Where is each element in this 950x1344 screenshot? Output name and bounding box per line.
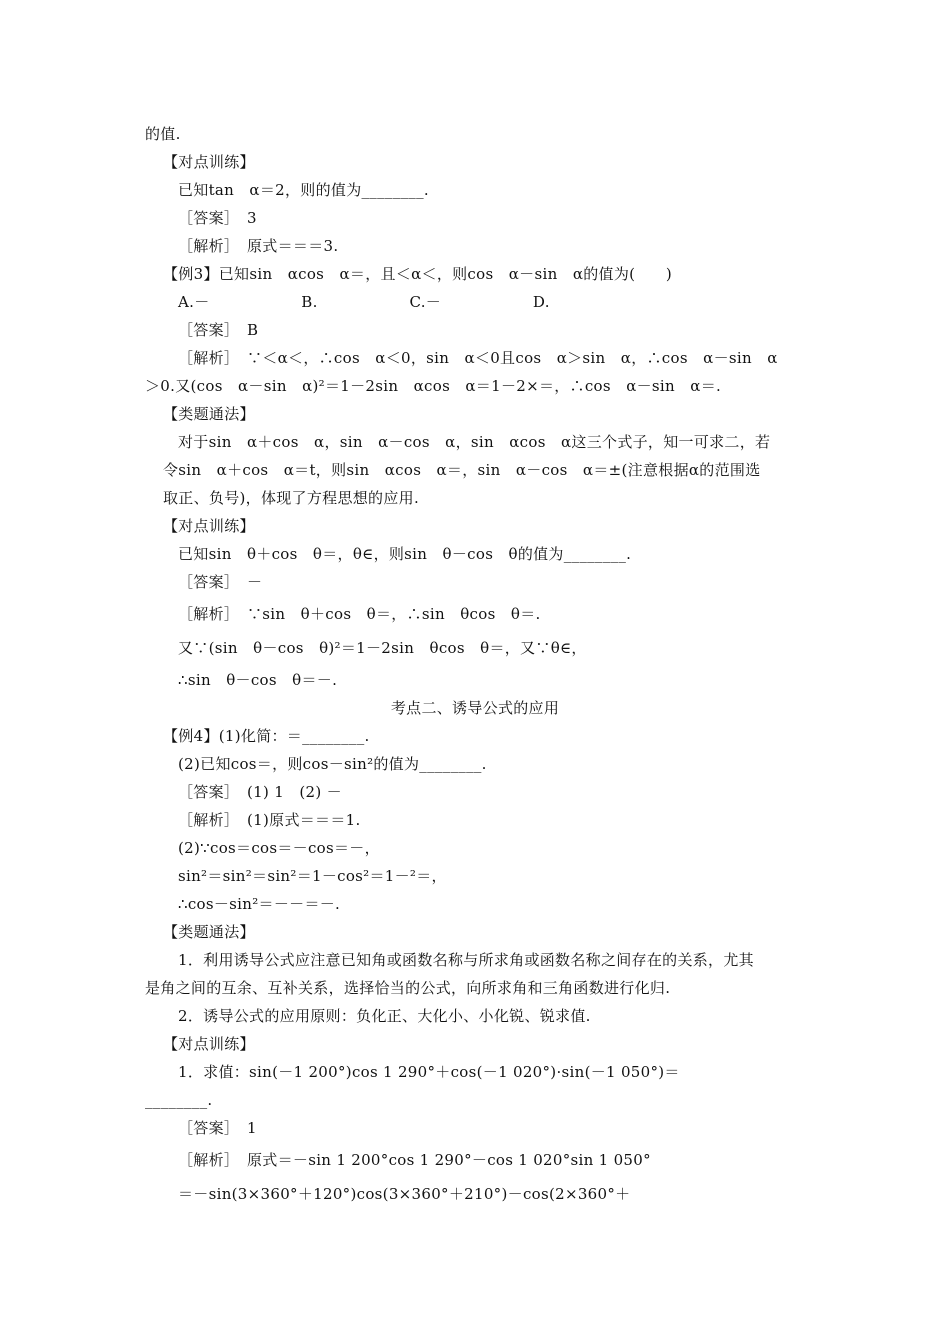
text-line: 1．求值：sin(－1 200°)cos 1 290°＋cos(－1 020°)·sin(－1 050°)＝: [178, 1063, 680, 1081]
analysis-line: ［解析］ 原式＝－sin 1 200°cos 1 290°－cos 1 020°sin 1 050°: [178, 1151, 651, 1169]
example-line: 【例3】已知sin αcos α＝，且＜α＜，则cos α－sin α的值为( ): [163, 265, 673, 283]
text-line: ＝－sin(3×360°＋120°)cos(3×360°＋210°)－cos(2×360°＋: [178, 1185, 631, 1203]
analysis-line: ［解析］ ∵sin θ＋cos θ＝，∴sin θcos θ＝.: [178, 605, 541, 623]
text-line: 令sin α＋cos α＝t，则sin αcos α＝，sin α－cos α＝±(注意根据α的范围选: [163, 461, 761, 479]
analysis-line: ［解析］ ∵＜α＜，∴cos α＜0，sin α＜0且cos α＞sin α，∴cos α－sin α: [178, 349, 778, 367]
analysis-line: ［解析］ 原式＝＝＝3.: [178, 237, 339, 255]
text-line: 已知tan α＝2，则的值为________.: [178, 181, 429, 199]
section-heading: 【对点训练】: [163, 517, 255, 535]
section-heading: 【类题通法】: [163, 405, 255, 423]
text-line: ＞0.又(cos α－sin α)²＝1－2sin αcos α＝1－2×＝，∴cos α－sin α＝.: [145, 377, 722, 395]
text-line: ∴sin θ－cos θ＝－.: [178, 671, 338, 689]
text-line: sin²＝sin²＝sin²＝1－cos²＝1－²＝，: [178, 867, 447, 885]
answer-line: ［答案］ (1) 1 (2) －: [178, 783, 342, 801]
text-line: 取正、负号)，体现了方程思想的应用.: [163, 489, 420, 507]
answer-line: ［答案］ 3: [178, 209, 257, 227]
section-heading: 【类题通法】: [163, 923, 255, 941]
answer-line: ［答案］ －: [178, 573, 263, 591]
text-line: ∴cos－sin²＝－－＝－.: [178, 895, 341, 913]
example-line: 【例4】(1)化简：＝________.: [163, 727, 370, 745]
section-heading: 【对点训练】: [163, 153, 255, 171]
text-line: 已知sin θ＋cos θ＝，θ∈，则sin θ－cos θ的值为________.: [178, 545, 632, 563]
options-line: A.－ B. C.－ D.: [178, 293, 550, 311]
text-line: 是角之间的互余、互补关系，选择恰当的公式，向所求角和三角函数进行化归.: [145, 979, 671, 997]
section-heading: 【对点训练】: [163, 1035, 255, 1053]
text-line: 的值.: [145, 125, 181, 143]
text-line: 对于sin α＋cos α，sin α－cos α，sin αcos α这三个式子，知一可求二，若: [178, 433, 771, 451]
answer-line: ［答案］ B: [178, 321, 259, 339]
analysis-line: ［解析］ (1)原式＝＝＝1.: [178, 811, 361, 829]
text-line: 又∵(sin θ－cos θ)²＝1－2sin θcos θ＝，又∵θ∈，: [178, 639, 587, 657]
text-line: 2．诱导公式的应用原则：负化正、大化小、小化锐、锐求值.: [178, 1007, 591, 1025]
answer-line: ［答案］ 1: [178, 1119, 257, 1137]
text-line: (2)∵cos＝cos＝－cos＝－，: [178, 839, 380, 857]
text-line: 1．利用诱导公式应注意已知角或函数名称与所求角或函数名称之间存在的关系，尤其: [178, 951, 754, 969]
text-line: ________.: [145, 1091, 213, 1109]
text-line: (2)已知cos＝，则cos－sin²的值为________.: [178, 755, 487, 773]
topic-title: 考点二、诱导公式的应用: [390, 699, 560, 717]
